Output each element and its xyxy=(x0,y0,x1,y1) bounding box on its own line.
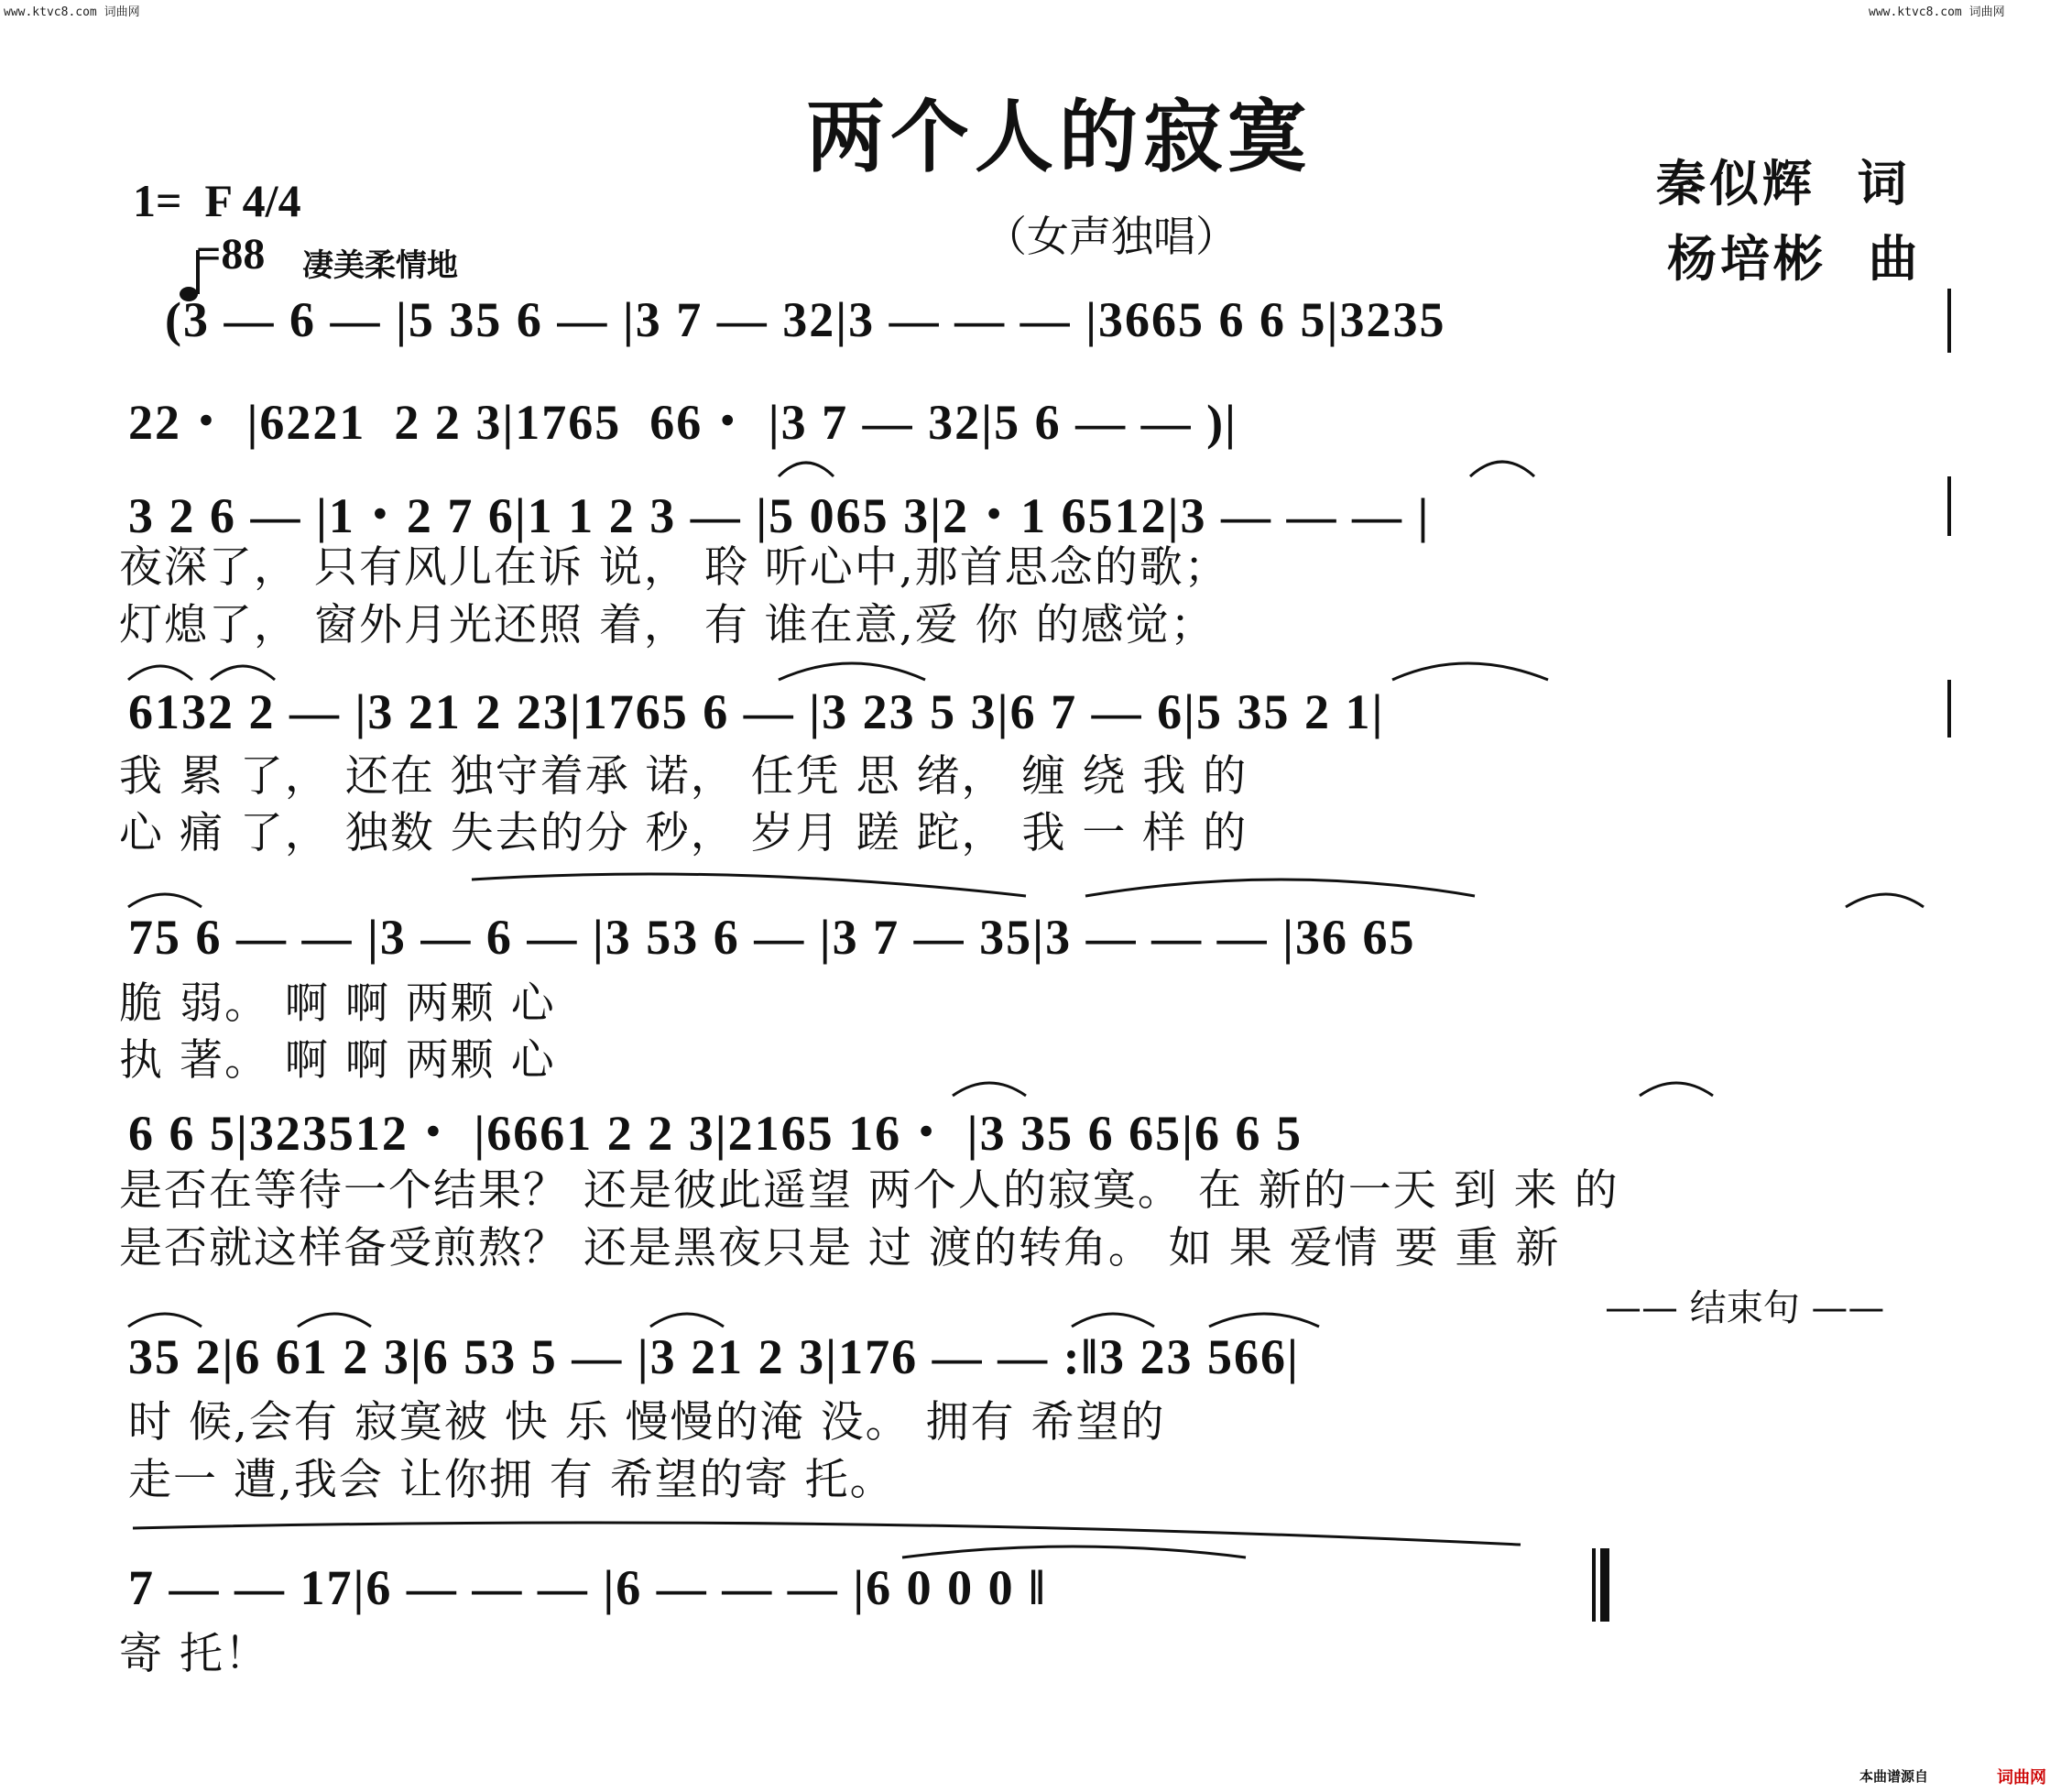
slur xyxy=(128,1314,202,1327)
score-line-1-notes: (3 — 6 — |5 35 6 — |3 7 — 32|3 — — — |3665 6 6 5|3235 xyxy=(165,292,1446,347)
score-line-7-lyric-verse1: 时 候,会有 寂寞被 快 乐 慢慢的淹 没。 拥有 希望的 xyxy=(128,1397,1166,1448)
score-line-7-notes: 35 2|6 61 2 3|6 53 5 — |3 21 2 3|176 — — :‖3 23 566| xyxy=(128,1329,1300,1384)
score-line-7-lyric-verse2: 走一 遭,我会 让你拥 有 希望的寄 托。 xyxy=(128,1455,895,1505)
song-title: 两个人的寂寞 xyxy=(806,91,1312,183)
score-line-6-lyric-verse1: 是否在等待一个结果？ 还是彼此遥望 两个人的寂寞。 在 新的一天 到 来 的 xyxy=(119,1165,1619,1216)
slur xyxy=(1640,1083,1713,1096)
tempo-expression: 凄美柔情地 xyxy=(302,247,458,284)
score-line-6-lyric-verse2: 是否就这样备受煎熬？ 还是黑夜只是 过 渡的转角。 如 果 爱情 要 重 新 xyxy=(119,1223,1561,1273)
site-url-right: www.ktvc8.com 词曲网 xyxy=(1869,5,2005,19)
score-line-5-lyric-verse2: 执 著。 啊 啊 两颗 心 xyxy=(119,1035,556,1086)
ending-section-label: —— 结束句 —— xyxy=(1605,1287,1885,1329)
slur xyxy=(953,1083,1026,1096)
score-line-4-notes: 6132 2 — |3 21 2 23|1765 6 — |3 23 5 3|6 7 — 6|5 35 2 1| xyxy=(128,684,1385,739)
score-line-8-notes: 7 — — 17|6 — — — |6 — — — |6 0 0 0 ‖ xyxy=(128,1560,1047,1615)
composer-credit: 杨培彬 曲 xyxy=(1667,229,1922,288)
slur xyxy=(902,1546,1246,1557)
score-line-5-notes: 75 6 — — |3 — 6 — |3 53 6 — |3 7 — 35|3 — — — |36 65 xyxy=(128,910,1416,965)
tempo-value: =88 xyxy=(196,230,266,279)
slur xyxy=(779,663,925,680)
score-line-2-notes: 22・ |6221 2 2 3|1765 66・ |3 7 — 32|5 6 — — )| xyxy=(128,395,1238,450)
slur xyxy=(1209,1314,1319,1327)
site-url-left: www.ktvc8.com 词曲网 xyxy=(4,5,140,19)
slur xyxy=(1470,462,1534,476)
key-signature: 1= F 4/4 xyxy=(133,175,301,226)
score-line-3-lyric-verse2: 灯熄了， 窗外月光还照 着， 有 谁在意,爱 你 的感觉； xyxy=(119,600,1216,650)
score-line-6-notes: 6 6 5|323512・ |6661 2 2 3|2165 16・ |3 35 6 65|6 6 5 xyxy=(128,1106,1303,1161)
slur xyxy=(650,1314,724,1327)
slur xyxy=(211,666,275,680)
score-line-4-lyric-verse2: 心 痛 了， 独数 失去的分 秒， 岁月 蹉 跎， 我 一 样 的 xyxy=(119,808,1249,858)
slur xyxy=(1085,880,1475,896)
score-line-8-lyric-verse1: 寄 托！ xyxy=(119,1629,269,1679)
score-line-4-lyric-verse1: 我 累 了， 还在 独守着承 诺， 任凭 思 绪， 缠 绕 我 的 xyxy=(119,751,1249,802)
footer-logo: 词曲网 xyxy=(1997,1768,2046,1787)
slur xyxy=(1392,663,1548,680)
slur xyxy=(133,1523,1521,1545)
song-subtitle: （女声独唱） xyxy=(985,212,1238,261)
slur xyxy=(298,1314,371,1327)
slur xyxy=(1072,1314,1154,1327)
slur xyxy=(128,666,192,680)
slur xyxy=(472,874,1026,896)
lyricist-credit: 秦似辉 词 xyxy=(1656,154,1911,213)
score-line-3-notes: 3 2 6 — |1・2 7 6|1 1 2 3 — |5 065 3|2・1 6512|3 — — — | xyxy=(128,488,1431,543)
slur xyxy=(128,894,202,907)
slur xyxy=(779,463,834,476)
score-line-5-lyric-verse1: 脆 弱。 啊 啊 两颗 心 xyxy=(119,978,556,1029)
score-line-3-lyric-verse1: 夜深了， 只有风儿在诉 说， 聆 听心中,那首思念的歌； xyxy=(119,542,1229,593)
footer-source: 本曲谱源自 xyxy=(1859,1768,1929,1785)
slur xyxy=(1846,894,1924,907)
